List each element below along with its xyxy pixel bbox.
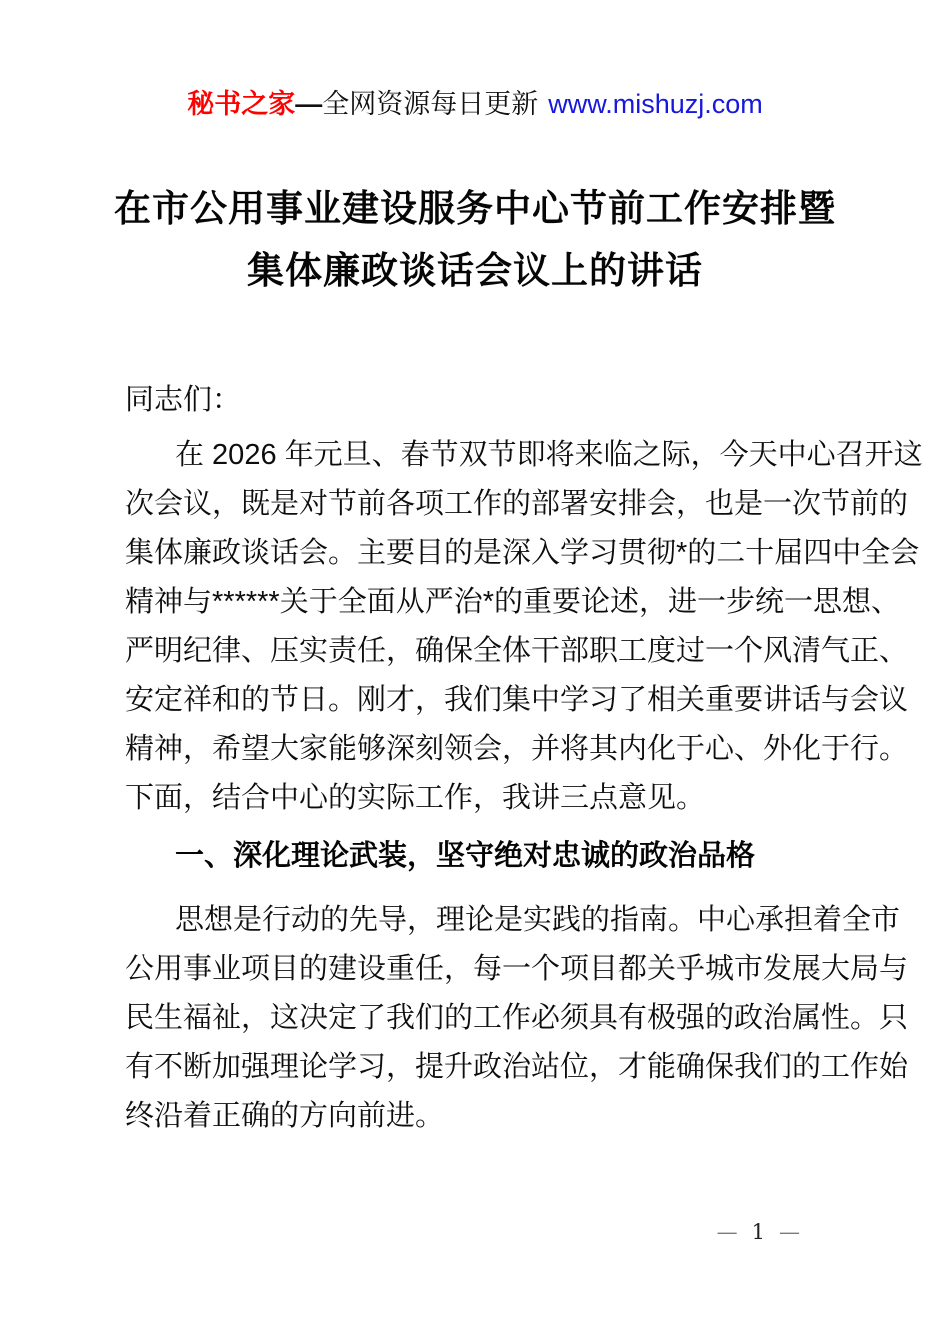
paragraph-line: 次会议，既是对节前各项工作的部署安排会，也是一次节前的: [125, 488, 909, 520]
paragraph-line: 安定祥和的节日。刚才，我们集中学习了相关重要讲话与会议: [125, 684, 909, 716]
site-banner: [0, 0, 950, 122]
paragraph-line: 精神，希望大家能够深刻领会，并将其内化于心、外化于行。: [125, 733, 909, 765]
page-number-right-dash: —: [779, 1220, 800, 1244]
site-brand: 秘书之家: [187, 89, 296, 119]
paragraph-line: 有不断加强理论学习，提升政治站位，才能确保我们的工作始: [125, 1051, 909, 1083]
salutation: 同志们：: [125, 384, 242, 416]
section-heading-1: 一、深化理论武装，坚守绝对忠诚的政治品格: [175, 840, 756, 872]
banner-tagline: 全网资源每日更新: [322, 89, 539, 119]
paragraph-line: 思想是行动的先导，理论是实践的指南。中心承担着全市: [175, 904, 901, 936]
paragraph-line: 终沿着正确的方向前进。: [125, 1100, 445, 1132]
page-number: 1: [751, 1220, 765, 1244]
site-url-link[interactable]: www.mishuzj.com: [548, 89, 763, 119]
page-number-footer: [717, 1220, 800, 1244]
paragraph-line: 民生福祉，这决定了我们的工作必须具有极强的政治属性。只: [125, 1002, 909, 1034]
title-line-2: 集体廉政谈话会议上的讲话: [247, 250, 703, 291]
title-line-1: 在市公用事业建设服务中心节前工作安排暨: [114, 188, 836, 229]
paragraph-line: 公用事业项目的建设重任，每一个项目都关乎城市发展大局与: [125, 953, 909, 985]
paragraph-line: 精神与******关于全面从严治*的重要论述，进一步统一思想、: [125, 586, 901, 618]
paragraph-2: [125, 896, 909, 1141]
paragraph-line: 集体廉政谈话会。主要目的是深入学习贯彻*的二十届四中全会: [125, 537, 920, 569]
document-title: [0, 178, 950, 302]
paragraph-1: [125, 431, 923, 823]
document-body: [125, 376, 923, 1141]
paragraph-line: 在 2026 年元旦、春节双节即将来临之际，今天中心召开这: [175, 439, 923, 471]
paragraph-line: 严明纪律、压实责任，确保全体干部职工度过一个风清气正、: [125, 635, 909, 667]
page-number-left-dash: —: [716, 1220, 738, 1244]
banner-separator: —: [295, 89, 323, 119]
paragraph-line: 下面，结合中心的实际工作，我讲三点意见。: [125, 782, 706, 814]
